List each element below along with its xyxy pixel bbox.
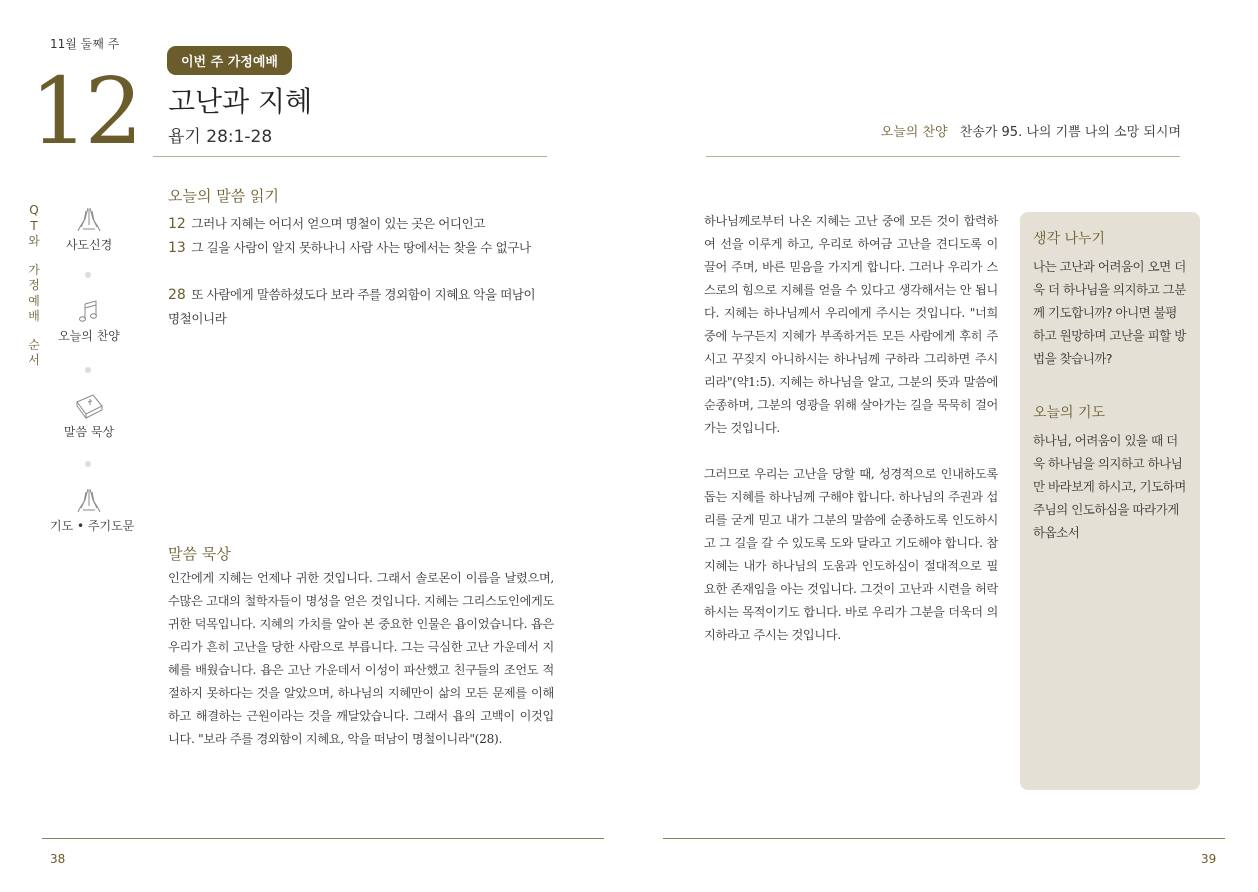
hymn-line [881, 121, 1181, 140]
page-number-left: 38 [50, 852, 66, 866]
meditation-heading: 말씀 묵상 [168, 545, 231, 563]
praying-hands-icon [74, 486, 104, 514]
hymn-label: 오늘의 찬양 [880, 125, 948, 140]
week-label: 11월 둘째 주 [50, 37, 120, 51]
verse [168, 236, 550, 260]
verse-number: 12 [168, 216, 186, 232]
music-note-icon [74, 298, 104, 324]
side-char: 정 [28, 278, 40, 292]
side-char: 순 [28, 337, 40, 352]
header-divider-left [153, 156, 547, 157]
footer-divider-left [42, 838, 604, 839]
reading-text [168, 212, 550, 353]
footer-divider-right [663, 838, 1225, 839]
share-prayer-box [1020, 212, 1200, 790]
hymn-text: 찬송가 95. 나의 기쁨 나의 소망 되시며 [959, 125, 1181, 140]
nav-label: 오늘의 찬양 [58, 329, 120, 343]
verse-number: 13 [168, 240, 186, 256]
side-vertical-title [25, 203, 43, 369]
section-badge: 이번 주 가정예배 [167, 46, 292, 75]
side-char: 서 [28, 353, 40, 367]
side-char: 와 [28, 234, 40, 248]
nav-label: 말씀 묵상 [63, 425, 115, 439]
nav-item-meditation[interactable] [50, 392, 128, 440]
page-title: 고난과 지혜 [168, 85, 313, 118]
verse-text: 그러나 지혜는 어디서 얻으며 명철이 있는 곳은 어디인고 [191, 216, 485, 231]
prayer-heading: 오늘의 기도 [1033, 405, 1106, 421]
nav-dot [85, 461, 91, 467]
verse-text: 또 사람에게 말씀하셨도다 보라 주를 경외함이 지혜요 악을 떠남이 명철이니라 [168, 287, 536, 326]
nav-item-creed[interactable] [50, 205, 128, 253]
verse-text: 그 길을 사람이 알지 못하나니 사람 사는 땅에서는 찾을 수 없구나 [191, 240, 531, 255]
prayer-text: 하나님, 어려움이 있을 때 더욱 하나님을 의지하고 하나님만 바라보게 하시고, 기도하며 주님의 인도하심을 따라가게 하옵소서 [1033, 433, 1186, 540]
nav-item-prayer[interactable] [50, 486, 135, 534]
nav-label: 사도신경 [65, 238, 113, 252]
verse [168, 283, 550, 330]
nav-dot [85, 272, 91, 278]
verse-number: 28 [168, 287, 186, 303]
meditation-paragraph-2: 하나님께로부터 나온 지혜는 고난 중에 모든 것이 합력하여 선을 이루게 하고, 우리로 하여금 고난을 견디도록 이끌어 주며, 바른 믿음을 가지게 합니다. 그러나 우리가 스스로의 힘으로 지혜를 얻을 수 있다고 생각해서는 안 됩니다. 지혜는 하나님께서 우리에게 주시는 것입니다. "너희 중에 누구든지 지혜가 부족하거든 모든 사람에게 후히 주시고 꾸짖지 아니하시는 하나님께 구하라 그리하면 주시리라"(약1:5). 지혜는 하나님을 알고, 그분의 뜻과 말씀에 순종하며, 그분의 영광을 위해 살아가는 길을 묵묵히 걸어가는 것입니다. [704, 214, 998, 435]
side-char: Q [29, 203, 39, 217]
praying-hands-icon [74, 205, 104, 233]
side-char: 배 [28, 309, 40, 323]
day-number: 12 [30, 58, 140, 165]
meditation-paragraph-1: 인간에게 지혜는 언제나 귀한 것입니다. 그래서 솔로몬이 이름을 날렸으며, 수많은 고대의 철학자들이 명성을 얻은 것입니다. 지혜는 그리스도인에게도 귀한 덕목입니다. 지혜의 가치를 알아 본 중요한 인물은 욥이었습니다. 욥은 우리가 흔히 고난을 당한 사람으로 부릅니다. 그는 극심한 고난 가운데서 지혜를 배웠습니다. 욥은 고난 가운데서 이성이 파산했고 친구들의 조언도 적절하지 못하다는 것을 알았으며, 하나님의 지혜만이 삶의 모든 문제를 이해하고 해결하는 근원이라는 것을 깨달았습니다. 그래서 욥의 고백이 이것입니다. "보라 주를 경외함이 지혜요, 악을 떠남이 명철이니라"(28). [168, 571, 554, 746]
share-text: 나는 고난과 어려움이 오면 더욱 더 하나님을 의지하고 그분께 기도합니까? 아니면 불평하고 원망하며 고난을 피할 방법을 찾습니까? [1033, 259, 1186, 366]
share-heading: 생각 나누기 [1033, 231, 1106, 247]
side-spacer [25, 250, 43, 263]
side-char: 가 [28, 262, 40, 277]
page-number-right: 39 [1201, 852, 1217, 866]
nav-label: 기도 • 주기도문 [50, 519, 135, 533]
side-char: 예 [28, 293, 40, 308]
nav-item-hymn[interactable] [50, 298, 128, 344]
reading-heading: 오늘의 말씀 읽기 [168, 187, 279, 205]
side-char: T [30, 218, 38, 233]
nav-dot [85, 367, 91, 373]
scripture-reference: 욥기 28:1-28 [168, 127, 273, 147]
bible-icon [73, 392, 105, 420]
meditation-continued [704, 210, 998, 670]
meditation-paragraph-3: 그러므로 우리는 고난을 당할 때, 성경적으로 인내하도록 돕는 지혜를 하나님께 구해야 합니다. 하나님의 주권과 섭리를 굳게 믿고 내가 그분의 말씀에 순종하도록 인도하시고 그 길을 갈 수 있도록 도와 달라고 기도해야 합니다. 참 지혜는 내가 하나님의 도움과 인도하심이 절대적으로 필요한 존재임을 아는 것입니다. 그것이 고난과 시련을 허락하시는 목적이기도 합니다. 바로 우리가 그분을 더욱더 의지하라고 주시는 것입니다. [704, 467, 998, 642]
side-spacer [25, 325, 43, 338]
verse [168, 212, 550, 236]
header-divider-right [706, 156, 1180, 157]
